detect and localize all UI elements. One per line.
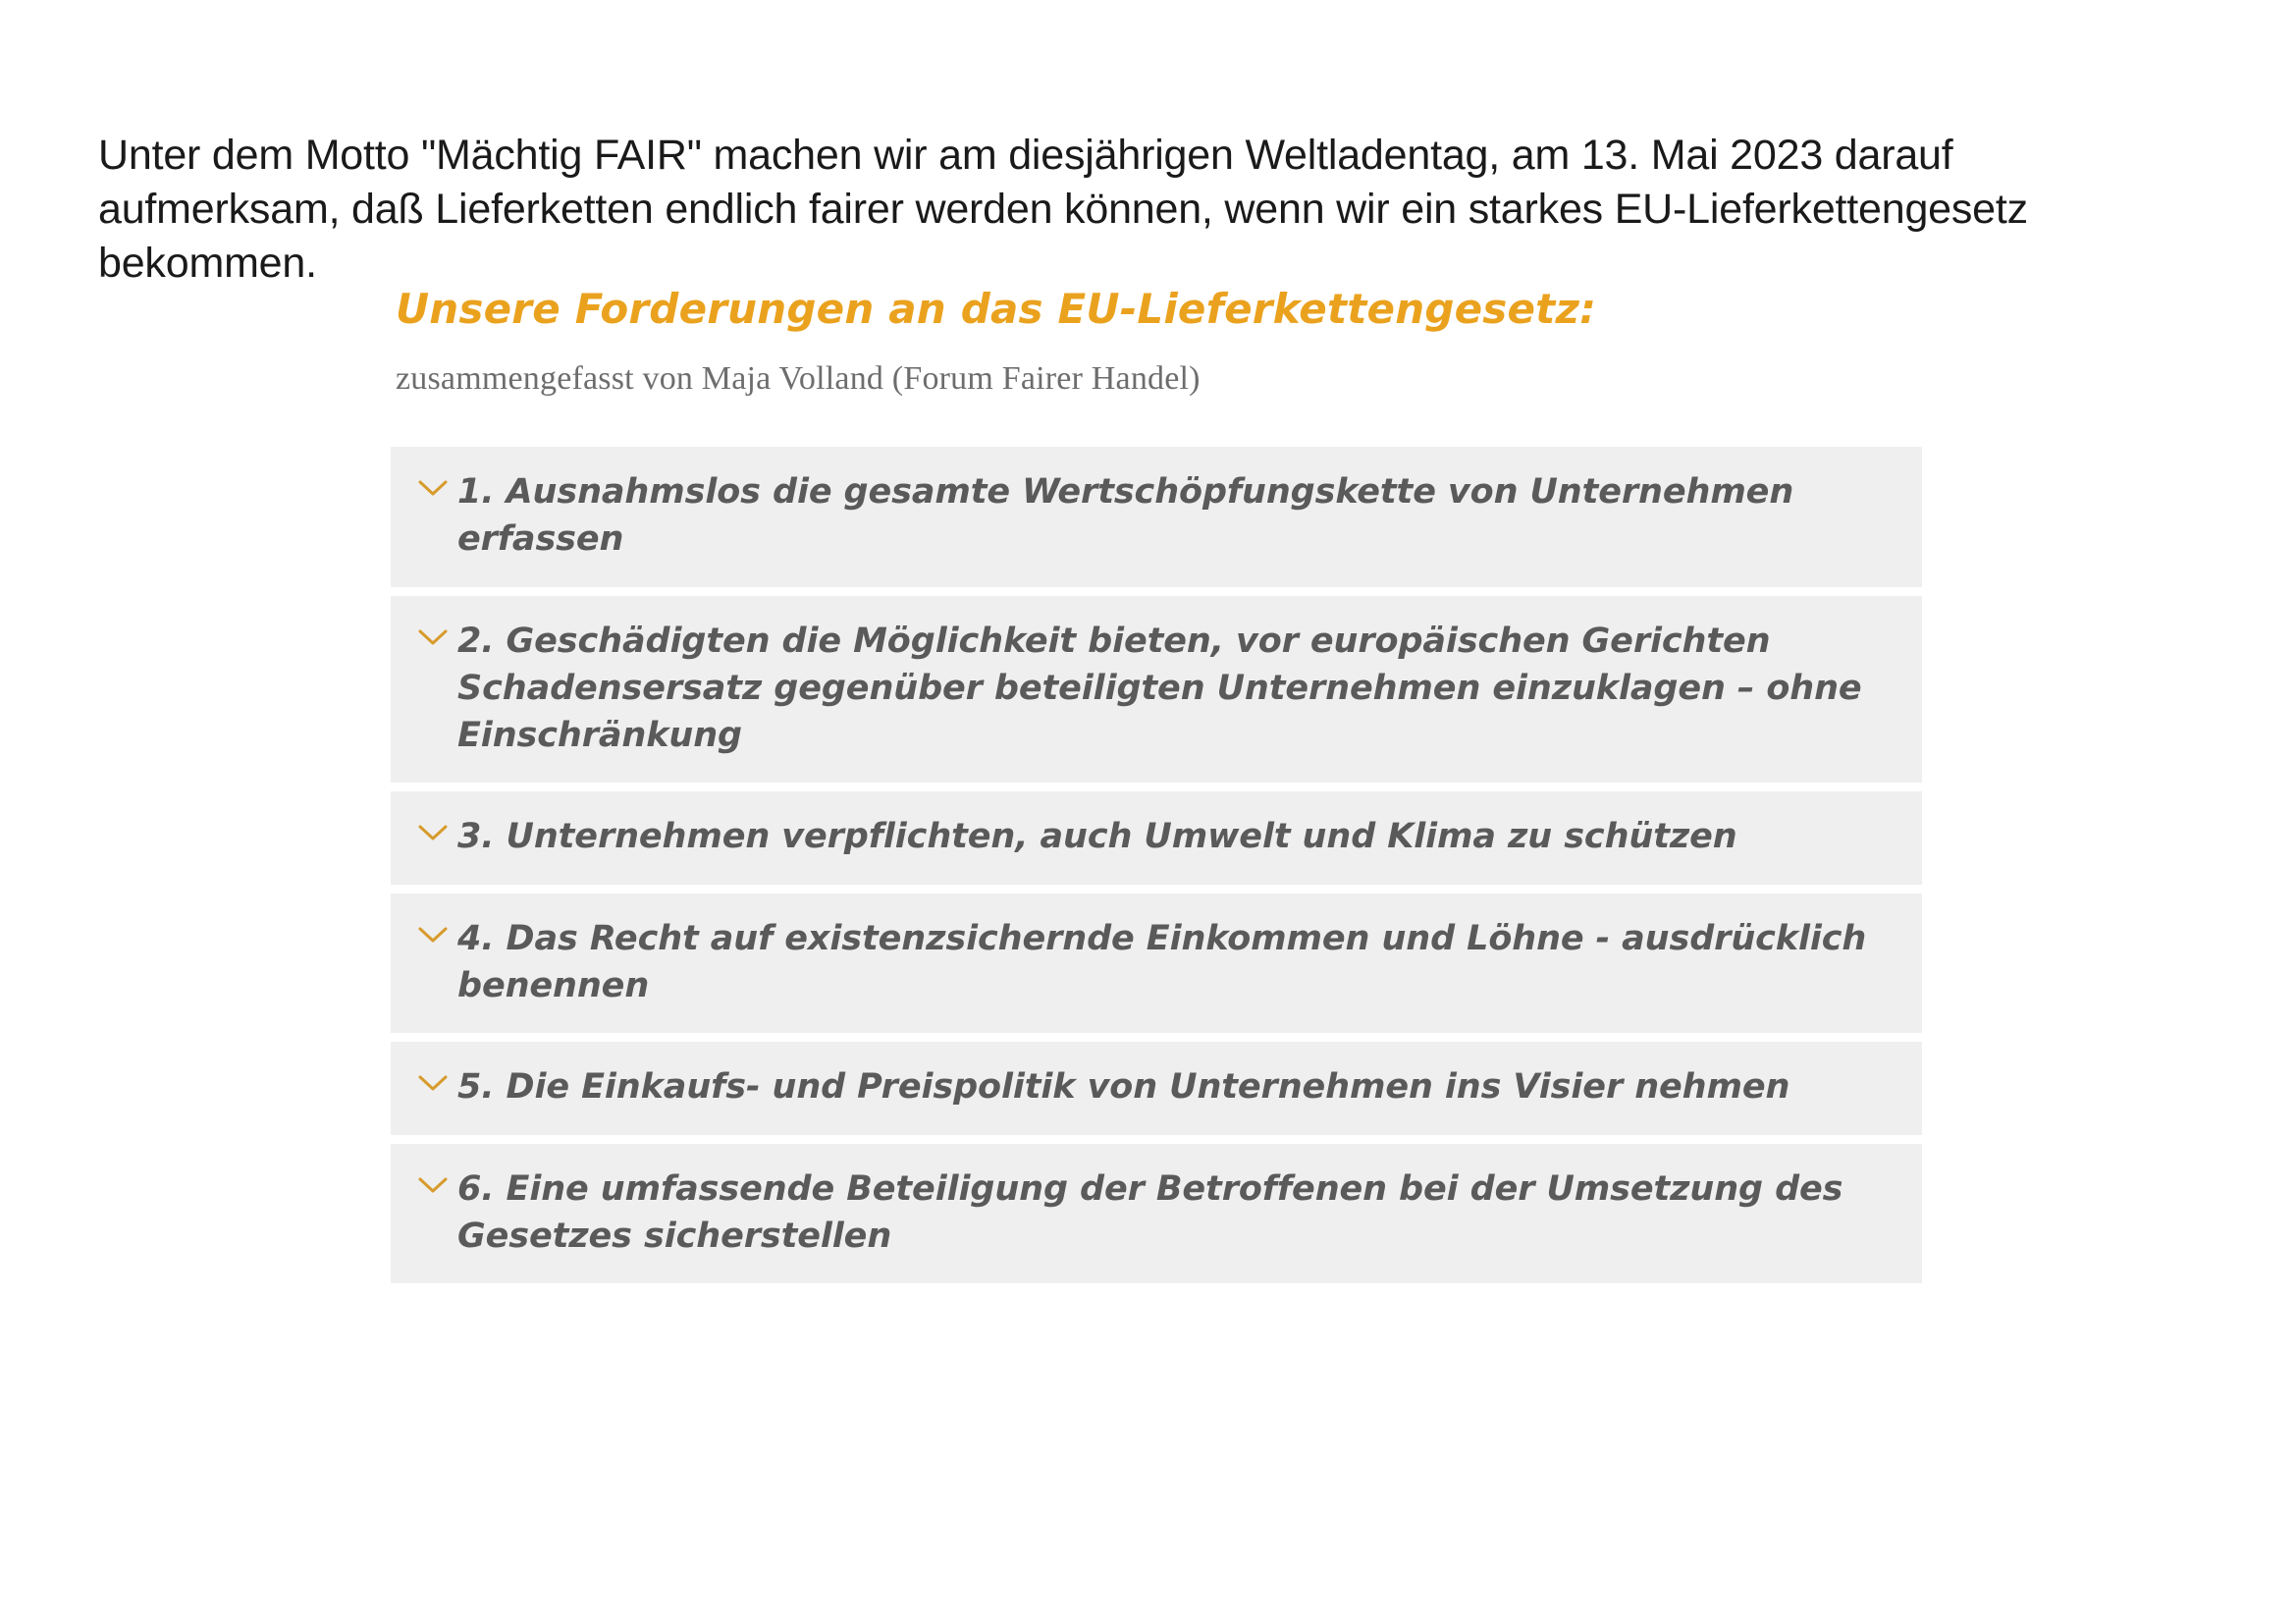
- demand-text: 4. Das Recht auf existenzsichernde Einkommen und Löhne - ausdrücklich benennen: [457, 918, 1867, 1006]
- list-item: [391, 1042, 1922, 1134]
- chevron-down-icon: [418, 1075, 457, 1093]
- demand-text: 3. Unternehmen verpflichten, auch Umwelt und Klima zu schützen: [457, 817, 1737, 857]
- card-subtitle: zusammengefasst von Maja Volland (Forum Fairer Handel): [396, 360, 1201, 397]
- demand-text: 1. Ausnahmslos die gesamte Wertschöpfungskette von Unternehmen erfassen: [457, 472, 1794, 560]
- chevron-down-icon: [418, 629, 457, 647]
- chevron-down-icon: [418, 825, 457, 842]
- demand-text: 6. Eine umfassende Beteiligung der Betroffenen bei der Umsetzung des Gesetzes sicherstellen: [457, 1168, 1843, 1256]
- chevron-down-icon: [418, 480, 457, 498]
- list-item: [391, 893, 1922, 1034]
- demand-text: 2. Geschädigten die Möglichkeit bieten, vor europäischen Gerichten Schadensersatz gegenüber beteiligten Unternehmen einzuklagen – ohne Einschränkung: [457, 621, 1862, 756]
- demands-list: [391, 447, 1922, 1283]
- list-item: [391, 1144, 1922, 1284]
- list-item: [391, 596, 1922, 784]
- intro-paragraph: Unter dem Motto "Mächtig FAIR" machen wir am diesjährigen Weltladentag, am 13. Mai 2023 darauf aufmerksam, daß Lieferketten endlich fairer werden können, wenn wir ein starkes EU-Lieferkettengesetz bekommen.: [98, 132, 2028, 288]
- list-item: [391, 447, 1922, 587]
- demands-card: [391, 285, 1922, 1283]
- card-title: Unsere Forderungen an das EU-Lieferkettengesetz:: [396, 285, 1597, 333]
- list-item: [391, 791, 1922, 884]
- chevron-down-icon: [418, 927, 457, 945]
- demand-text: 5. Die Einkaufs- und Preispolitik von Unternehmen ins Visier nehmen: [457, 1067, 1790, 1108]
- chevron-down-icon: [418, 1177, 457, 1195]
